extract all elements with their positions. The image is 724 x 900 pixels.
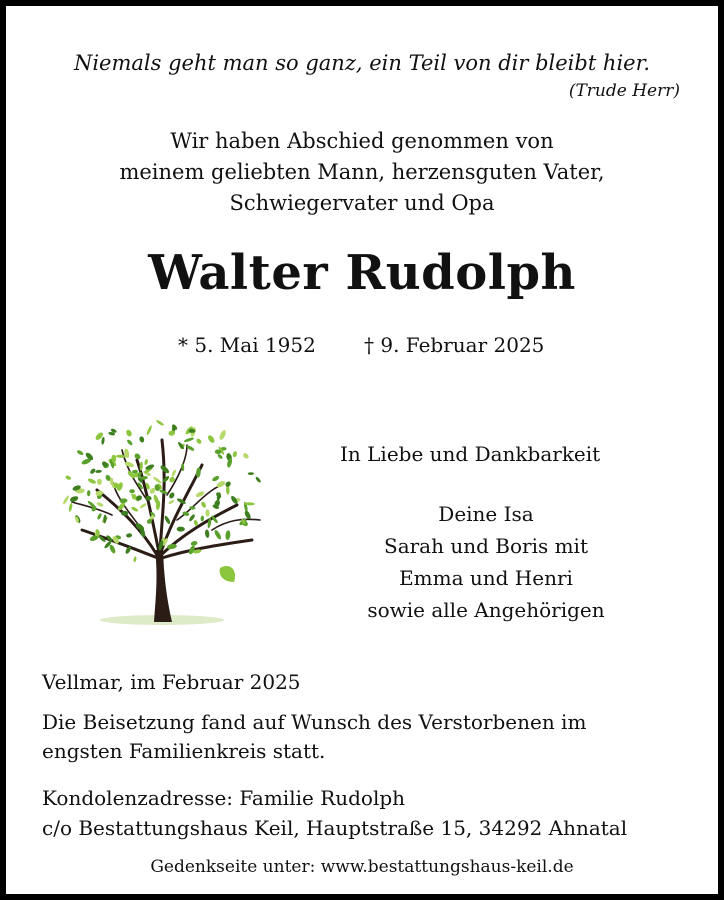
condolence-line: c/o Bestattungshaus Keil, Hauptstraße 15, 34292 Ahnatal (42, 816, 628, 840)
burial-line: engsten Familienkreis statt. (42, 739, 326, 763)
memorial-page-link: Gedenkseite unter: www.bestattungshaus-keil.de (150, 857, 574, 877)
intro-line: Schwiegervater und Opa (229, 191, 495, 215)
tree-icon (42, 390, 282, 630)
birth-date: * 5. Mai 1952 (178, 333, 316, 357)
quote-author: (Trude Herr) (568, 81, 680, 101)
death-date: † 9. Februar 2025 (364, 333, 545, 357)
quote-text: Niemals geht man so ganz, ein Teil von dir bleibt hier. (73, 51, 651, 75)
burial-note (42, 708, 682, 766)
mourner-line: Sarah und Boris mit (384, 534, 588, 558)
intro-line: meinem geliebten Mann, herzensguten Vater, (119, 160, 605, 184)
mourners-heading: In Liebe und Dankbarkeit (340, 442, 601, 466)
mourner-line: Emma und Henri (399, 566, 573, 590)
intro-line: Wir haben Abschied genommen von (170, 129, 554, 153)
mourners-list (342, 498, 630, 626)
burial-line: Die Beisetzung fand auf Wunsch des Verstorbenen im (42, 710, 587, 734)
condolence-address (42, 783, 702, 843)
mourner-line: Deine Isa (438, 502, 534, 526)
tree-illustration (42, 390, 282, 630)
condolence-line: Kondolenzadresse: Familie Rudolph (42, 786, 406, 810)
deceased-name: Walter Rudolph (148, 245, 576, 301)
place-date: Vellmar, im Februar 2025 (42, 670, 301, 694)
intro-text (26, 126, 698, 219)
mourner-line: sowie alle Angehörigen (367, 598, 605, 622)
